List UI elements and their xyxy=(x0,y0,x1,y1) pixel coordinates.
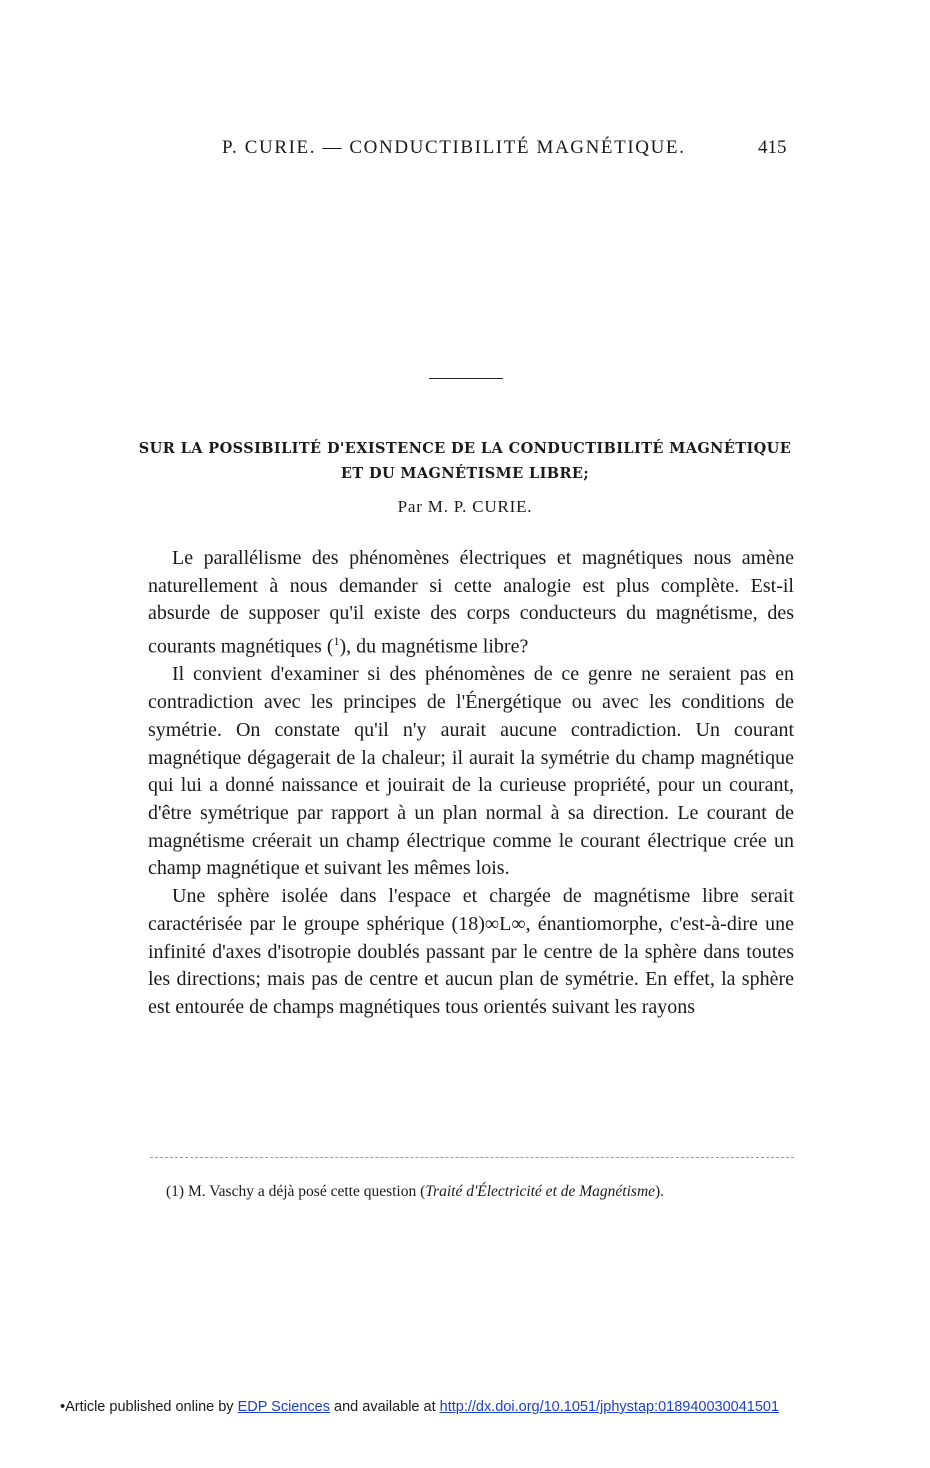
publication-prefix: •Article published online by xyxy=(60,1399,238,1415)
publication-middle: and available at xyxy=(330,1399,440,1415)
paragraph-1-text-b: ), du magnétisme libre? xyxy=(339,635,529,658)
paragraph-3: Une sphère isolée dans l'espace et chargée de magnétisme libre serait caractérisée par le groupe sphérique (18)∞L∞, énantiomorphe, c'est-à-dire une infinité d'axes d'isotropie doublés passant par le centre de la sphère dans toutes les directions; mais pas de centre et aucun plan de symétrie. En effet, la sphère est entourée de champs magnétiques tous orientés suivant les rayons xyxy=(148,885,794,1018)
article-author: Par M. P. CURIE. xyxy=(397,497,533,516)
footnote-separator xyxy=(150,1157,794,1158)
article-title-line-2: ET DU MAGNÉTISME LIBRE; xyxy=(340,465,590,482)
footnote-cited-work: Traité d'Électricité et de Magnétisme xyxy=(425,1183,656,1200)
article-title-line-1: SUR LA POSSIBILITÉ D'EXISTENCE DE LA CONDUCTIBILITÉ MAGNÉTIQUE xyxy=(138,440,792,457)
publisher-link[interactable]: EDP Sciences xyxy=(237,1399,330,1415)
footnote xyxy=(150,1181,794,1202)
article-body xyxy=(148,545,794,1022)
footnote-reference: 1 xyxy=(333,634,340,649)
paragraph-1 xyxy=(148,545,794,661)
footnote-text: M. Vaschy a déjà posé cette question ( xyxy=(187,1183,426,1200)
running-header xyxy=(0,137,930,161)
footnote-close: ). xyxy=(655,1183,665,1200)
title-separator-rule xyxy=(429,378,503,379)
publication-notice xyxy=(60,1399,779,1415)
page-number: 415 xyxy=(758,137,787,158)
paragraph-1-text-a: Le parallélisme des phénomènes électriques et magnétiques nous amène naturellement à nous demander si cette analogie est plus complète. Est-il absurde de supposer qu'il existe des corps conducteurs du magnétisme, des courants magnétiques ( xyxy=(148,547,794,658)
running-title: P. CURIE. — CONDUCTIBILITÉ MAGNÉTIQUE. xyxy=(222,137,686,158)
doi-link[interactable]: http://dx.doi.org/10.1051/jphystap:018940030041501 xyxy=(439,1399,780,1415)
footnote-marker: (1) xyxy=(166,1183,185,1200)
paragraph-2: Il convient d'examiner si des phénomènes de ce genre ne seraient pas en contradiction avec les principes de l'Énergétique ou avec les conditions de symétrie. On constate qu'il n'y aurait aucune contradiction. Un courant magnétique dégagerait de la chaleur; il aurait la symétrie du champ magnétique qui lui a donné naissance et jouirait de la curieuse propriété, pour un courant, d'être symétrique par rapport à un plan normal à sa direction. Le courant de magnétisme créerait un champ électrique comme le courant électrique crée un champ magnétique et suivant les mêmes lois. xyxy=(148,663,794,880)
